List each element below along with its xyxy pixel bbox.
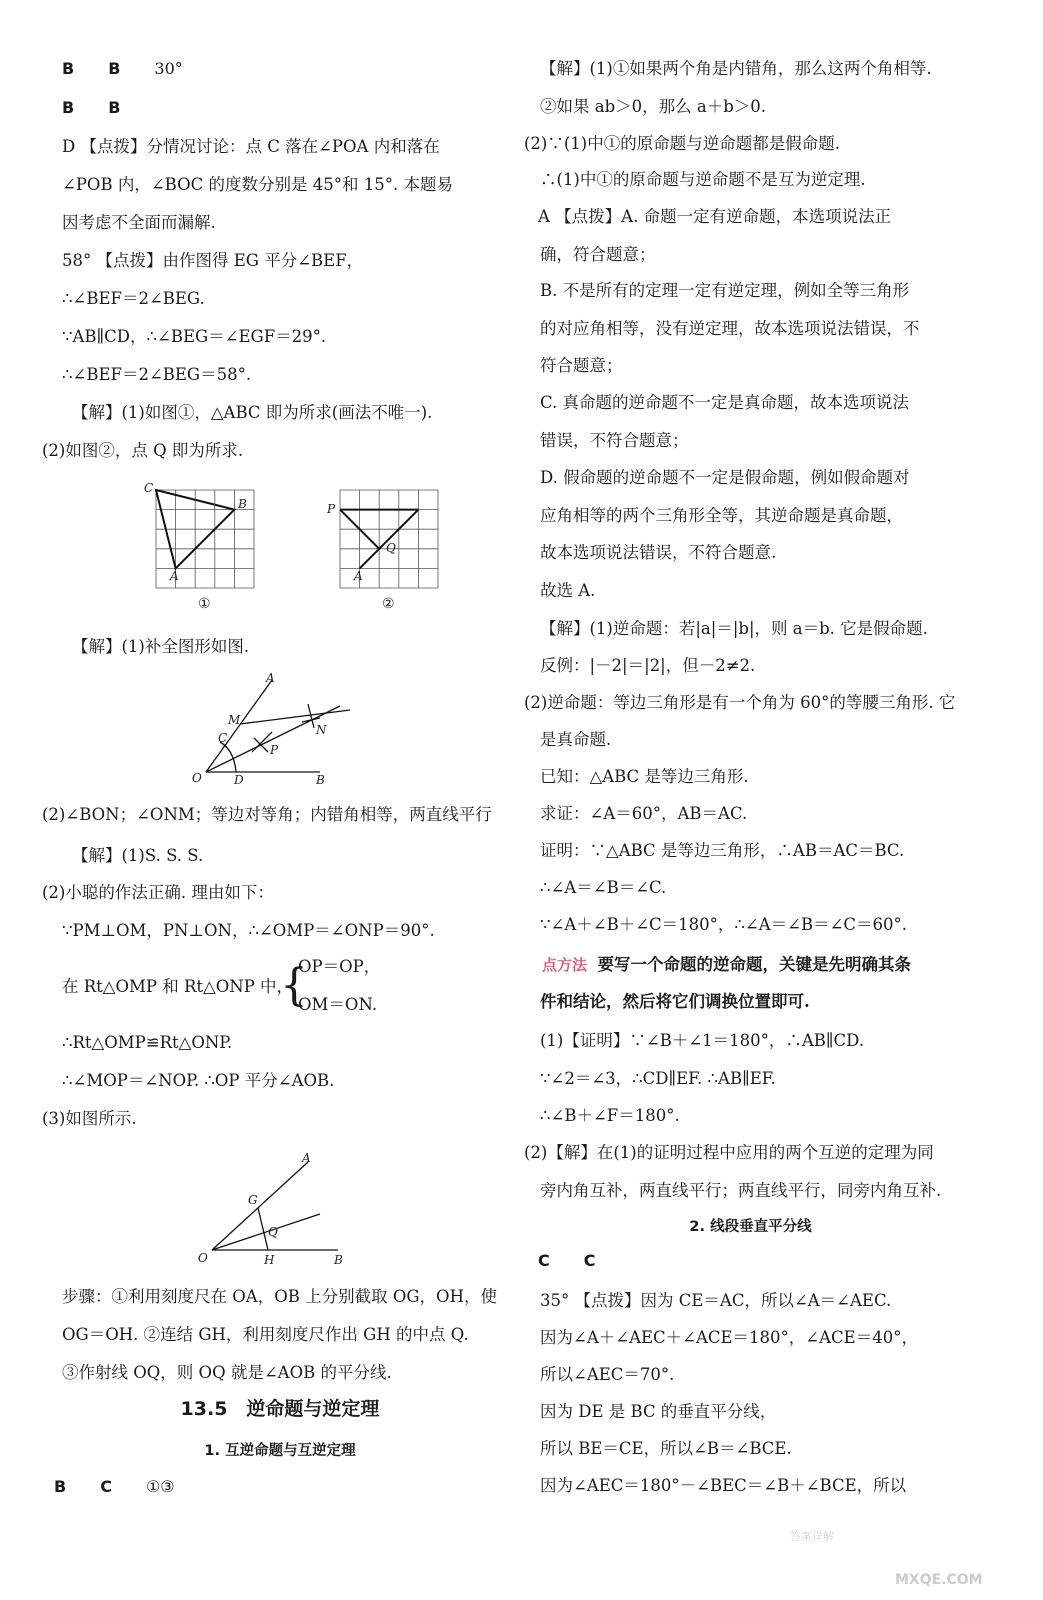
text-line: 符合题意； (540, 356, 623, 375)
section-title: 13.5 逆命题与逆定理 (180, 1398, 380, 1420)
brace: { (280, 960, 308, 1011)
construction-figure-1 (190, 668, 430, 790)
text-line: 故选 A. (540, 581, 596, 600)
figure-caption: ② (382, 596, 395, 612)
text-line: 所以 BE＝CE，所以∠B＝∠BCE. (540, 1439, 792, 1458)
label-N: N (316, 723, 327, 737)
text-line: ②如果 ab＞0，那么 a＋b＞0. (540, 97, 767, 116)
label-Q: Q (386, 541, 396, 555)
answer-line-last (54, 1476, 175, 1498)
watermark-site: MXQE.COM (895, 1572, 983, 1588)
label-H: H (264, 1253, 275, 1267)
answer-choice: B (62, 98, 75, 117)
subsection-title: 1. 互逆命题与互逆定理 (204, 1443, 356, 1459)
text-line: ∴(1)中①的原命题与逆命题不是互为逆定理. (540, 170, 866, 189)
label-B: B (316, 773, 325, 787)
text-line: 35° 【点拨】因为 CE＝AC，所以∠A＝∠AEC. (540, 1291, 892, 1310)
grid-figures (144, 480, 480, 616)
text-line: ∴∠B＋∠F＝180°. (540, 1106, 680, 1125)
label-C: C (218, 731, 228, 745)
text-line: D 【点拨】分情况讨论：点 C 落在∠POA 内和落在 (62, 137, 440, 156)
text-line: 因考虑不全面而漏解. (62, 213, 216, 232)
answer-choice: B (62, 59, 75, 78)
label-A: A (354, 569, 363, 583)
text-line: 是真命题. (540, 730, 612, 749)
method-tag: 点方法 (542, 956, 588, 974)
text-line: ③作射线 OQ，则 OQ 就是∠AOB 的平分线. (62, 1363, 392, 1382)
label-Q: Q (268, 1225, 278, 1239)
label-C: C (144, 481, 154, 495)
text-line: 步骤：①利用刻度尺在 OA，OB 上分别截取 OG，OH，使 (62, 1287, 497, 1306)
text-line: OG＝OH. ②连结 GH，利用刻度尺作出 GH 的中点 Q. (62, 1325, 469, 1344)
text-line: 的对应角相等，没有逆定理，故本选项说法错误，不 (540, 319, 920, 338)
label-A: A (170, 569, 179, 583)
text-line: 因为 DE 是 BC 的垂直平分线， (540, 1402, 777, 1421)
answer-line-1 (62, 58, 183, 80)
answer-choice: B (54, 1477, 67, 1496)
construction-figure-2 (190, 1150, 430, 1270)
label-D: D (234, 773, 244, 787)
label-O: O (198, 1251, 208, 1265)
text-line: D. 假命题的逆命题不一定是假命题，例如假命题对 (540, 468, 910, 487)
text-line: 因为∠AEC＝180°－∠BEC＝∠B＋∠BCE，所以 (540, 1476, 907, 1495)
text-line: 求证：∠A＝60°，AB＝AC. (540, 804, 748, 823)
text-line: ∴Rt△OMP≌Rt△ONP. (62, 1033, 233, 1052)
text-line: ∴∠BEF＝2∠BEG＝58°. (62, 365, 252, 384)
answer-value: 30° (154, 59, 183, 78)
text-line: 58° 【点拨】由作图得 EG 平分∠BEF， (62, 251, 364, 270)
text-line: 【解】(1)①如果两个角是内错角，那么这两个角相等. (540, 59, 932, 78)
text-line: 反例：|－2|＝|2|，但－2≠2. (540, 656, 756, 675)
method-text: 要写一个命题的逆命题，关键是先明确其条 (597, 955, 912, 974)
label-G: G (248, 1193, 258, 1207)
label-O: O (192, 771, 202, 785)
label-A: A (302, 1151, 311, 1165)
text-line: 在 Rt△OMP 和 Rt△ONP 中， (62, 977, 294, 996)
figure-caption: ① (198, 596, 211, 612)
text-line: ∠POB 内，∠BOC 的度数分别是 45°和 15°. 本题易 (62, 175, 453, 194)
text-line: (1)【证明】∵∠B＋∠1＝180°，∴AB∥CD. (540, 1031, 865, 1050)
text-line: ∴∠MOP＝∠NOP. ∴OP 平分∠AOB. (62, 1071, 335, 1090)
label-A: A (266, 671, 275, 685)
text-line: 确，符合题意； (540, 245, 656, 264)
text-line: (2)∠BON；∠ONM；等边对等角；内错角相等，两直线平行 (42, 805, 492, 824)
answer-choice: B (108, 98, 121, 117)
text-line: 故本选项说法错误，不符合题意. (540, 543, 777, 562)
figure-2 (326, 490, 438, 612)
answer-value: ①③ (145, 1477, 175, 1496)
text-line: 应角相等的两个三角形全等，其逆命题是真命题， (540, 506, 903, 525)
answer-choice: B (108, 59, 121, 78)
text-line: 【解】(1)逆命题：若|a|＝|b|，则 a＝b. 它是假命题. (540, 619, 928, 638)
text-line: (2)如图②，点 Q 即为所求. (42, 441, 244, 460)
text-line: 【解】(1)如图①，△ABC 即为所求(画法不唯一). (72, 403, 433, 422)
text-line: (2)【解】在(1)的证明过程中应用的两个互逆的定理为同 (524, 1143, 934, 1162)
text-line: (2)∵(1)中①的原命题与逆命题都是假命题. (524, 134, 840, 153)
text-line: ∵PM⊥OM，PN⊥ON，∴∠OMP＝∠ONP＝90°. (62, 921, 435, 940)
text-line: (3)如图所示. (42, 1109, 137, 1128)
subsection-title: 2. 线段垂直平分线 (689, 1219, 812, 1235)
text-line: C. 真命题的逆命题不一定是真命题，故本选项说法 (540, 393, 910, 412)
text-line: B. 不是所有的定理一定有逆定理，例如全等三角形 (540, 281, 910, 300)
answer-choice: C (538, 1251, 550, 1270)
watermark: 答案详解 (790, 1530, 834, 1543)
answer-choice: C (583, 1251, 596, 1270)
label-B: B (334, 1253, 343, 1267)
text-line: (2)小聪的作法正确. 理由如下： (42, 883, 274, 902)
answer-line (538, 1250, 596, 1272)
label-M: M (228, 713, 241, 727)
text-line: OM＝ON. (298, 995, 378, 1014)
text-line: 已知：△ABC 是等边三角形. (540, 767, 749, 786)
text-line: A 【点拨】A. 命题一定有逆命题，本选项说法正 (538, 207, 892, 226)
label-B: B (238, 497, 247, 511)
label-P: P (270, 743, 279, 757)
text-line: 证明：∵△ABC 是等边三角形，∴AB＝AC＝BC. (540, 841, 905, 860)
text-line: 因为∠A＋∠AEC＋∠ACE＝180°，∠ACE＝40°， (540, 1328, 918, 1347)
method-text: 件和结论，然后将它们调换位置即可. (540, 992, 810, 1011)
text-line: ∵∠A＋∠B＋∠C＝180°，∴∠A＝∠B＝∠C＝60°. (540, 915, 908, 934)
text-line: 错误，不符合题意； (540, 431, 689, 450)
text-line: ∵AB∥CD，∴∠BEG＝∠EGF＝29°. (62, 327, 327, 346)
label-P: P (327, 502, 336, 516)
text-line: OP＝OP， (298, 957, 381, 976)
text-line: (2)逆命题：等边三角形是有一个角为 60°的等腰三角形. 它 (524, 693, 956, 712)
text-line: 旁内角互补，两直线平行；两直线平行，同旁内角互补. (540, 1181, 942, 1200)
text-line: 所以∠AEC＝70°. (540, 1365, 675, 1384)
text-line: 【解】(1)补全图形如图. (72, 637, 250, 656)
method-note (542, 954, 911, 976)
figure-1 (144, 481, 254, 612)
answer-choice: C (100, 1477, 112, 1496)
text-line: ∴∠A＝∠B＝∠C. (540, 878, 667, 897)
text-line: 【解】(1)S. S. S. (72, 846, 204, 865)
text-line: ∵∠2＝∠3，∴CD∥EF. ∴AB∥EF. (540, 1069, 776, 1088)
answer-line-2 (62, 97, 120, 119)
text-line: ∴∠BEF＝2∠BEG. (62, 289, 205, 308)
